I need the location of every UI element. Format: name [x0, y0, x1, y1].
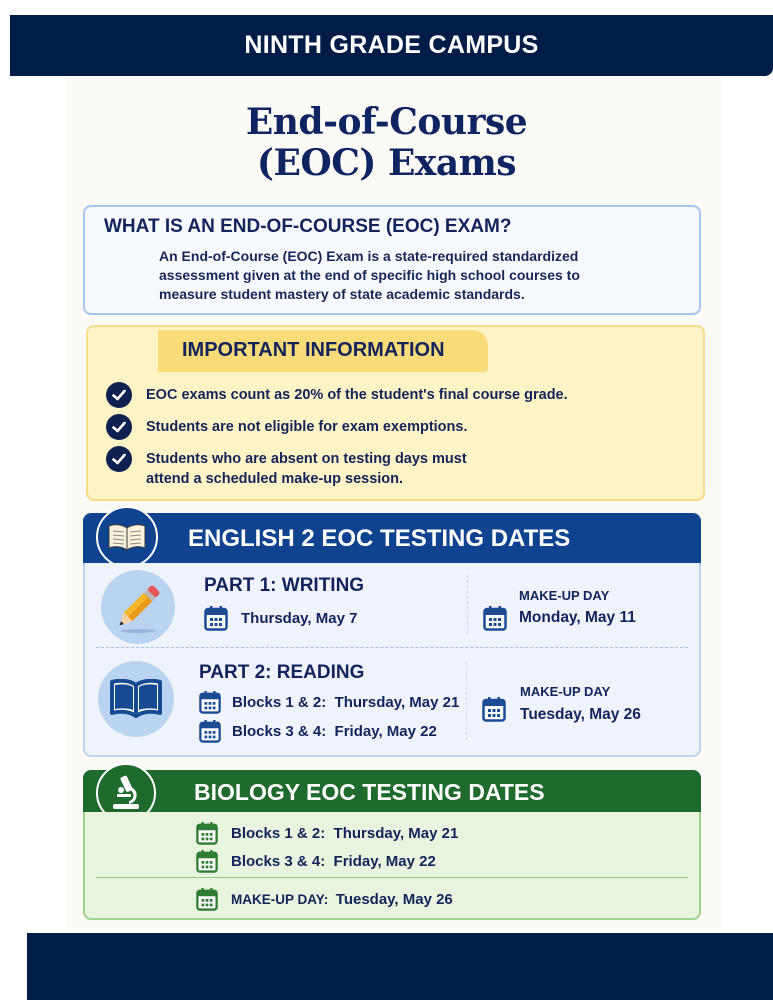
biology-date: Thursday, May 21 — [333, 824, 459, 842]
part2-blocks-label: Blocks 3 & 4: — [232, 722, 335, 740]
biology-blocks-label: Blocks 1 & 2: — [231, 824, 334, 842]
biology-makeup-date: Tuesday, May 26 — [335, 890, 453, 908]
part1-makeup-label: MAKE-UP DAY — [519, 588, 610, 603]
title-line-2: (EOC) Exams — [256, 142, 517, 184]
page-title — [0, 102, 773, 184]
calendar-icon — [204, 605, 228, 631]
checkmark-icon — [106, 446, 132, 472]
checkmark-icon — [106, 414, 132, 440]
english-section-header — [83, 513, 701, 563]
part1-date: Thursday, May 7 — [241, 609, 358, 627]
calendar-icon — [199, 690, 221, 714]
important-info-list — [106, 385, 606, 498]
important-info-heading: IMPORTANT INFORMATION — [182, 339, 445, 361]
biology-date-row — [196, 849, 436, 873]
open-book-badge-icon — [96, 506, 158, 568]
calendar-icon — [196, 887, 218, 911]
info-item — [106, 449, 606, 489]
part2-date: Friday, May 22 — [334, 722, 437, 740]
important-info-tab — [158, 330, 488, 372]
pencil-icon — [101, 570, 175, 644]
biology-blocks-label: Blocks 3 & 4: — [231, 852, 334, 870]
part2-blocks-label: Blocks 1 & 2: — [232, 693, 335, 711]
what-is-heading: WHAT IS AN END-OF-COURSE (EOC) EXAM? — [104, 216, 512, 237]
calendar-icon — [199, 719, 221, 743]
part1-date-row — [204, 605, 357, 631]
biology-date: Friday, May 22 — [333, 852, 436, 870]
biology-section-header — [83, 770, 701, 812]
part1-title: PART 1: WRITING — [204, 575, 365, 596]
biology-makeup-label: MAKE-UP DAY: — [231, 891, 336, 907]
calendar-icon — [482, 696, 506, 722]
part2-makeup-label: MAKE-UP DAY — [520, 684, 611, 699]
part2-vertical-divider — [466, 662, 467, 740]
part2-title: PART 2: READING — [199, 662, 365, 683]
part2-makeup-date: Tuesday, May 26 — [520, 706, 641, 723]
info-item-text: Students who are absent on testing days must attend a scheduled make-up session. — [146, 451, 467, 487]
part1-makeup-date: Monday, May 11 — [519, 609, 636, 626]
info-item — [106, 385, 606, 408]
info-item-text: Students are not eligible for exam exemptions. — [146, 419, 468, 435]
checkmark-icon — [106, 382, 132, 408]
english-divider — [96, 647, 688, 648]
reading-book-icon — [98, 661, 174, 737]
biology-divider — [96, 877, 688, 878]
calendar-icon — [196, 849, 218, 873]
campus-banner — [10, 15, 773, 76]
title-line-1: End-of-Course — [245, 101, 528, 143]
part1-vertical-divider — [467, 575, 468, 635]
campus-name: NINTH GRADE CAMPUS — [244, 31, 539, 59]
biology-heading: BIOLOGY EOC TESTING DATES — [194, 779, 545, 805]
part2-date: Thursday, May 21 — [334, 693, 460, 711]
what-is-eoc-card — [83, 205, 701, 315]
footer-banner — [27, 933, 773, 1000]
what-is-body: An End-of-Course (EOC) Exam is a state-required standardized assessment given at the end of specific high school courses to measure student mastery of state academic standards. — [159, 248, 580, 302]
biology-date-row — [196, 821, 458, 845]
part2-date-row — [199, 690, 459, 714]
part1-makeup-row — [483, 605, 636, 631]
biology-makeup-row — [196, 887, 453, 911]
info-item-text: EOC exams count as 20% of the student's final course grade. — [146, 387, 568, 403]
calendar-icon — [196, 821, 218, 845]
info-item — [106, 417, 606, 440]
important-info-card — [86, 325, 705, 501]
english-heading: ENGLISH 2 EOC TESTING DATES — [188, 525, 571, 552]
calendar-icon — [483, 605, 507, 631]
part2-date-row — [199, 719, 437, 743]
